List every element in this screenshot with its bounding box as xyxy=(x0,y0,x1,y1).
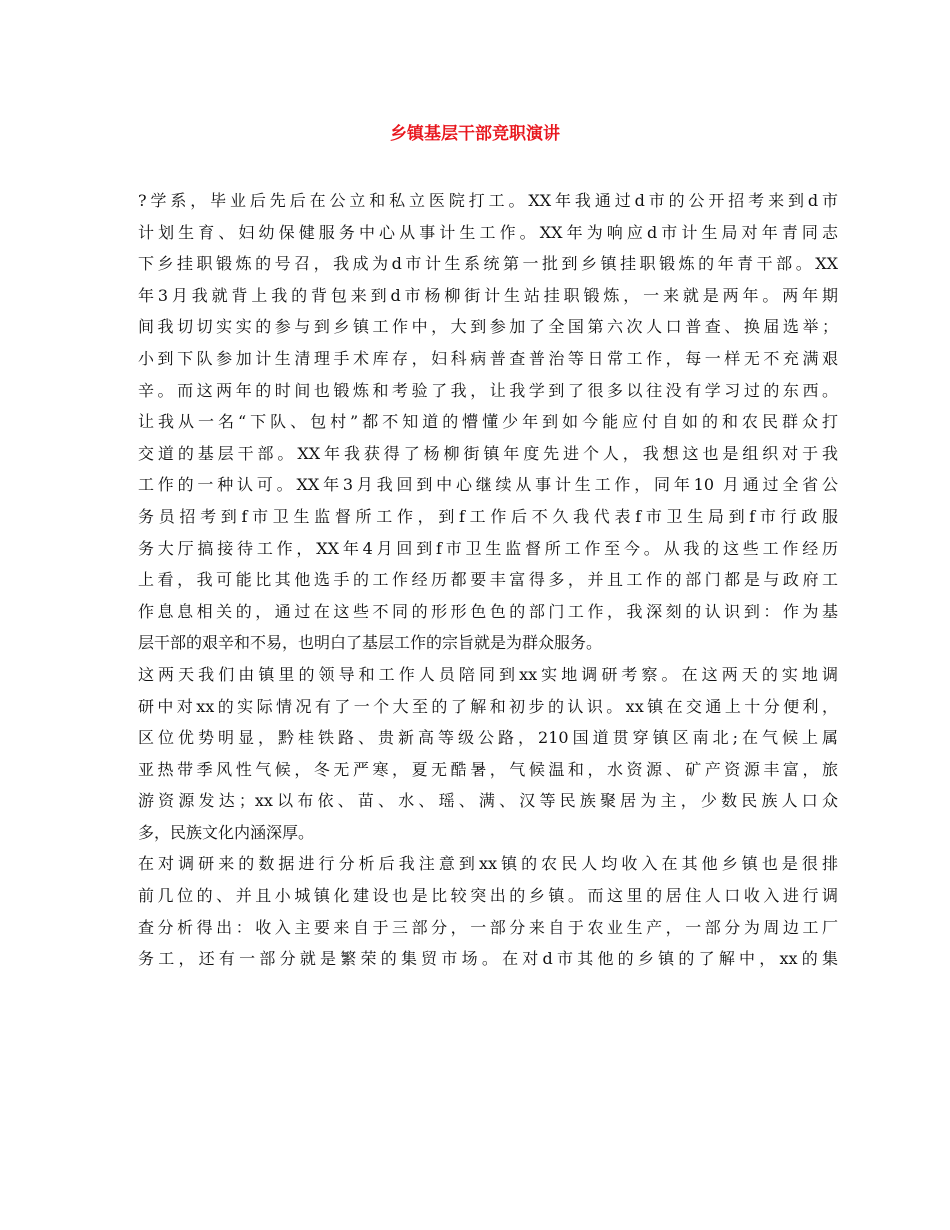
body-line: ?学系，毕业后先后在公立和私立医院打工。XX年我通过d市的公开招考来到d市 xyxy=(138,191,838,210)
body-line: 作息息相关的，通过在这些不同的形形色色的部门工作，我深刻的认识到：作为基 xyxy=(138,601,838,621)
body-line: 务工，还有一部分就是繁荣的集贸市场。在对d市其他的乡镇的了解中，xx的集 xyxy=(138,949,838,969)
body-line: 间我切切实实的参与到乡镇工作中，大到参加了全国第六次人口普查、换届选举； xyxy=(138,317,838,337)
body-line: 层干部的艰辛和不易，也明白了基层工作的宗旨就是为群众服务。 xyxy=(138,633,603,653)
body-line: 下乡挂职锻炼的号召，我成为d市计生系统第一批到乡镇挂职锻炼的年青干部。XX xyxy=(138,254,838,274)
body-line: 多，民族文化内涵深厚。 xyxy=(138,822,315,842)
body-line: 区位优势明显，黔桂铁路、贵新高等级公路，210国道贯穿镇区南北;在气候上属 xyxy=(138,728,838,748)
body-line: 让我从一名“下队、包村”都不知道的懵懂少年到如今能应付自如的和农民群众打 xyxy=(138,412,838,432)
body-line: 工作的一种认可。XX年3月我回到中心继续从事计生工作，同年10 月通过全省公 xyxy=(138,475,838,495)
body-line: 辛。而这两年的时间也锻炼和考验了我，让我学到了很多以往没有学习过的东西。 xyxy=(138,380,838,400)
body-line: 计划生育、妇幼保健服务中心从事计生工作。XX年为响应d市计生局对年青同志 xyxy=(138,222,838,242)
body-line: 小到下队参加计生清理手术库存，妇科病普查普治等日常工作，每一样无不充满艰 xyxy=(138,348,838,368)
body-line: 研中对xx的实际情况有了一个大至的了解和初步的认识。xx镇在交通上十分便利， xyxy=(138,696,838,716)
document-title: 乡镇基层干部竞职演讲 xyxy=(390,124,560,144)
body-line: 这两天我们由镇里的领导和工作人员陪同到xx实地调研考察。在这两天的实地调 xyxy=(138,664,838,684)
body-line: 前几位的、并且小城镇化建设也是比较突出的乡镇。而这里的居住人口收入进行调 xyxy=(138,886,838,906)
body-line: 查分析得出：收入主要来自于三部分，一部分来自于农业生产，一部分为周边工厂 xyxy=(138,917,838,937)
body-line: 上看，我可能比其他选手的工作经历都要丰富得多，并且工作的部门都是与政府工 xyxy=(138,570,838,590)
body-line: 游资源发达；xx以布依、苗、水、瑶、满、汉等民族聚居为主，少数民族人口众 xyxy=(138,791,838,811)
body-line: 年3月我就背上我的背包来到d市杨柳街计生站挂职锻炼，一来就是两年。两年期 xyxy=(138,285,838,305)
body-line: 交道的基层干部。XX年我获得了杨柳街镇年度先进个人，我想这也是组织对于我 xyxy=(138,443,838,463)
body-line: 务员招考到f市卫生监督所工作，到f工作后不久我代表f市卫生局到f市行政服 xyxy=(138,506,838,526)
document-body xyxy=(138,185,838,975)
body-line: 亚热带季风性气候，冬无严寒，夏无酷暑，气候温和，水资源、矿产资源丰富，旅 xyxy=(138,759,838,779)
body-line: 在对调研来的数据进行分析后我注意到xx镇的农民人均收入在其他乡镇也是很排 xyxy=(138,854,838,874)
body-line: 务大厅搞接待工作，XX年4月回到f市卫生监督所工作至今。从我的这些工作经历 xyxy=(138,538,838,558)
